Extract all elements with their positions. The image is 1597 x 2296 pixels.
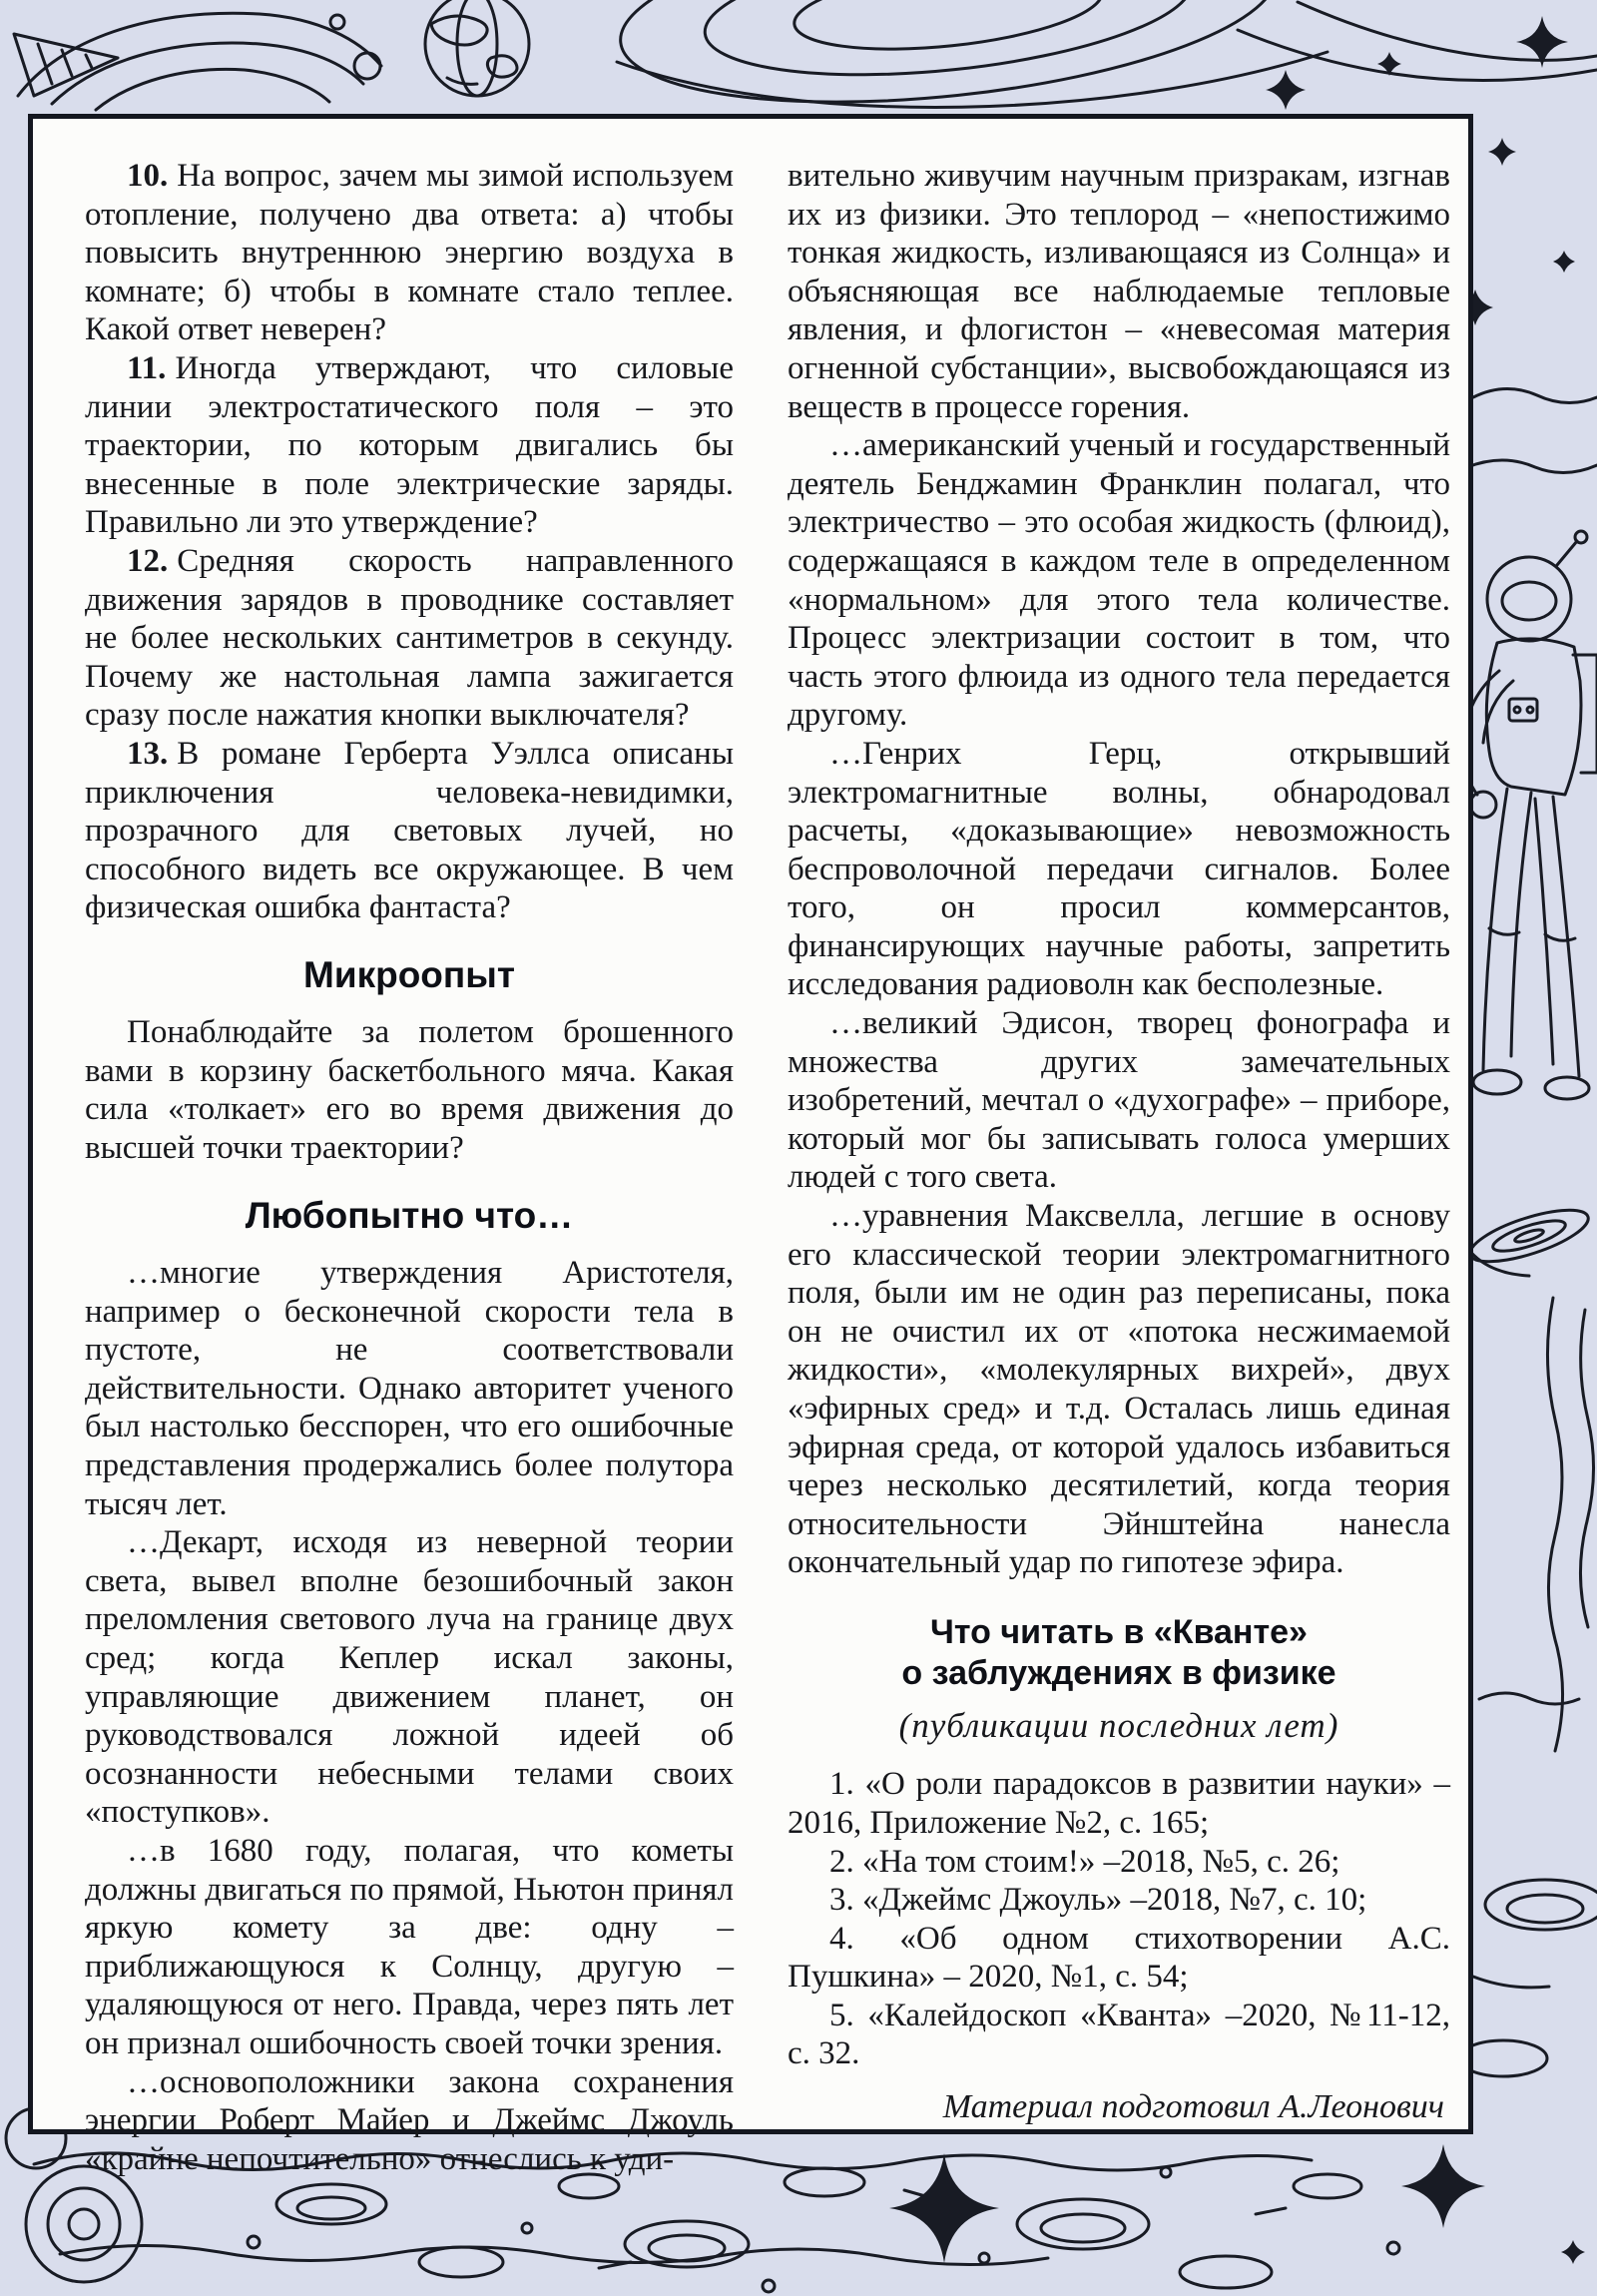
moon-crater-icon <box>1459 1880 1597 2076</box>
body-paragraph: …Генрих Герц, открывший электромагнитные волны, обнародовал расчеты, «доказывающие» невозможность беспроволочной передачи сигналов. Более того, он просил коммерсантов, финансирующих научные работы, запретить исследования радиоволн как бесполезные. <box>788 735 1450 1003</box>
question-number: 13. <box>127 735 169 772</box>
publication-item: 5. «Калейдоскоп «Кванта» –2020, №11-12, с. 32. <box>788 1997 1450 2072</box>
body-paragraph: …уравнения Максвелла, легшие в основу его классической теории электромагнитного поля, были им не один раз переписаны, пока он не очистил их от «потока несжимаемой жидкости», «молекулярных вихрей», двух «эфирных сред» и т.д. Осталась лишь единая эфирная среда, от которой удалось избавиться через несколько десятилетий, когда теория относительности Эйнштейна нанесла окончательный удар по гипотезе эфира. <box>788 1198 1450 1581</box>
question-text: В романе Герберта Уэллса описаны приключения человека-невидимки, прозрачного для световых лучей, но способного видеть все окружающее. В чем физическая ошибка фантаста? <box>85 735 734 926</box>
question-item <box>85 349 734 542</box>
reading-list-heading-line2: о заблуждениях в физике <box>901 1653 1336 1692</box>
signature: Материал подготовил А.Леонович <box>942 2088 1444 2126</box>
publication-item: 1. «О роли парадоксов в развитии науки» – 2016, Приложение №2, с. 165; <box>788 1766 1450 1841</box>
question-text: Иногда утверждают, что силовые линии электростатического поля – это траектории, по которым двигались бы внесенные в поле электрические заряды. Правильно ли это утверждение? <box>85 349 734 541</box>
question-text: Средняя скорость направленного движения зарядов в проводнике составляет не более нескольких сантиметров в секунду. Почему же настольная лампа зажигается сразу после нажатия кнопки выключателя? <box>85 542 734 734</box>
curious-item: …основоположники закона сохранения энергии Роберт Майер и Джеймс Джоуль «крайне непочтительно» отнеслись к уди- <box>85 2063 734 2177</box>
microexperiment-text: Понаблюдайте за полетом брошенного вами в корзину баскетбольного мяча. Какая сила «толкает» его во время движения до высшей точки траектории? <box>85 1014 734 1167</box>
cloud-waves-icon <box>1467 388 1597 472</box>
curious-item: …многие утверждения Аристотеля, например о бесконечной скорости тела в пустоте, не соответствовали действительности. Однако авторитет ученого был настолько бесспорен, что его ошибочные представления продержались более полутора тысяч лет. <box>85 1255 734 1522</box>
question-item <box>85 542 734 735</box>
body-paragraph: …американский ученый и государственный деятель Бенджамин Франклин полагал, что электричество – это особая жидкость (флюид), содержащаяся в каждом теле в определенном «нормальном» для этого тела количестве. Процесс электризации состоит в том, что часть этого флюида из одного тела передается другому. <box>788 427 1450 734</box>
galaxy-disk-icon <box>612 0 1597 130</box>
curious-item: …Декарт, исходя из неверной теории света, вывел вполне безошибочный закон преломления светового луча на границе двух сред; когда Кеплер искал законы, управляющие движением планет, он руководствовался ложной идеей об осознанности небесными телами своих «поступков». <box>85 1524 734 1831</box>
right-column <box>788 157 1450 2129</box>
publication-item: 2. «На том стоим!» –2018, №5, с. 26; <box>829 1843 1340 1880</box>
left-column <box>85 157 734 2177</box>
cliff-lines-icon <box>1479 1298 1594 1751</box>
publication-item: 3. «Джеймс Джоуль» –2018, №7, с. 10; <box>829 1882 1367 1919</box>
comet-swirl-icon <box>14 13 381 110</box>
reading-list-heading <box>788 1612 1450 1694</box>
reading-list-subheading: (публикации последних лет) <box>898 1705 1339 1745</box>
body-paragraph: вительно живучим научным призракам, изгнав их из физики. Это теплород – «непостижимо тонкая жидкость, изливающаяся из Солнца» и объясняющая все наблюдаемые тепловые явления, и флогистон – «невесомая материя огненной субстанции», высвобождающаяся из веществ в процессе горения. <box>788 158 1450 425</box>
question-number: 11. <box>127 349 167 386</box>
sparkle-star-icon <box>889 2144 1585 2264</box>
question-item <box>85 157 734 349</box>
question-number: 10. <box>127 158 169 194</box>
question-number: 12. <box>127 542 169 579</box>
question-text: На вопрос, зачем мы зимой используем отопление, получено два ответа: а) чтобы повысить внутреннюю энергию воздуха в комнате; б) чтобы в комнате стало теплее. Какой ответ неверен? <box>85 158 734 348</box>
curious-heading: Любопытно что… <box>245 1194 574 1236</box>
body-paragraph: …великий Эдисон, творец фонографа и множества других замечательных изобретений, мечтал о «духографе» – приборе, который мог бы записывать голоса умерших людей с того света. <box>788 1005 1450 1196</box>
curious-item: …в 1680 году, полагая, что кометы должны двигаться по прямой, Ньютон принял яркую комету за две: одну – приближающуюся к Солнцу, другую – удаляющуюся от него. Правда, через пять лет он признал ошибочность своей точки зрения. <box>85 1832 734 2061</box>
publication-item: 4. «Об одном стихотворении А.С. Пушкина» – 2020, №1, с. 54; <box>788 1920 1450 1996</box>
microexperiment-heading: Микроопыт <box>303 953 515 995</box>
spiral-galaxy-icon <box>1464 1200 1593 1276</box>
reading-list-heading-line1: Что читать в «Кванте» <box>930 1612 1308 1651</box>
astronaut-icon <box>1463 531 1597 1099</box>
question-item <box>85 735 734 927</box>
content-panel <box>28 114 1473 2177</box>
